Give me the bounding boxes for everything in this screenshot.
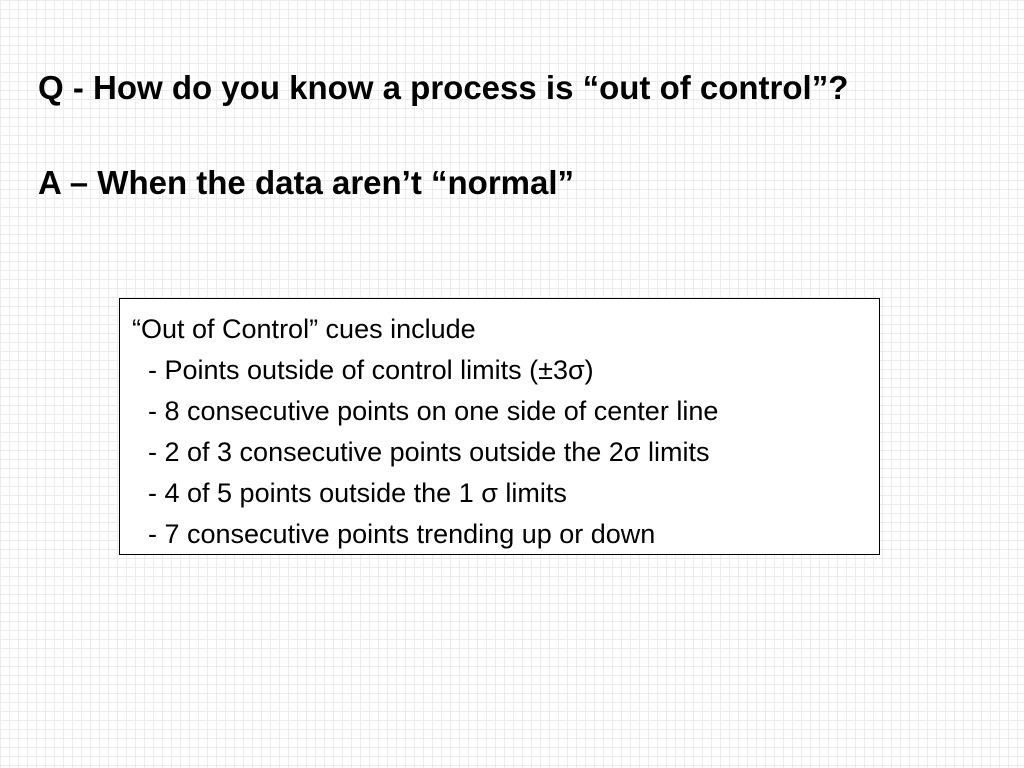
cue-item-eight-points: - 8 consecutive points on one side of center line — [148, 396, 719, 426]
cue-item-four-of-five: - 4 of 5 points outside the 1 σ limits — [148, 478, 567, 508]
answer-heading: A – When the data aren’t “normal” — [38, 164, 575, 201]
cue-item-seven-trending: - 7 consecutive points trending up or down — [148, 519, 656, 549]
out-of-control-cues-box — [119, 298, 880, 555]
cue-item-control-limits: - Points outside of control limits (±3σ) — [148, 355, 594, 385]
cues-title: “Out of Control” cues include — [132, 314, 476, 344]
cue-item-two-of-three: - 2 of 3 consecutive points outside the 2σ limits — [148, 437, 710, 467]
question-heading: Q - How do you know a process is “out of control”? — [38, 69, 849, 106]
cue-list — [132, 350, 879, 555]
